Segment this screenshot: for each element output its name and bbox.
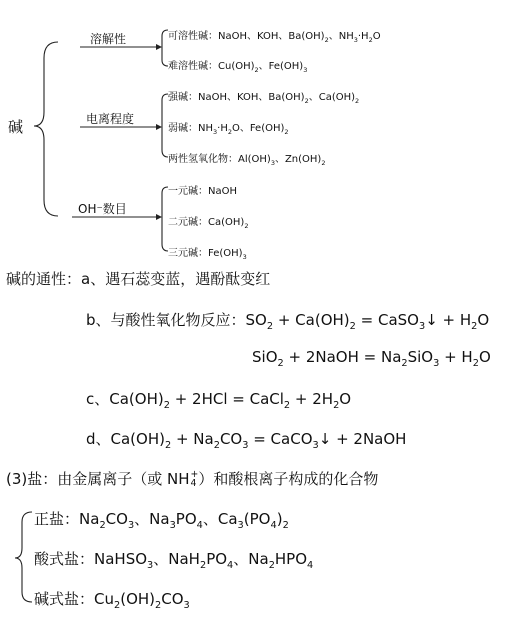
formula-subscript: 2 <box>368 36 373 44</box>
formula-text: O <box>478 348 491 366</box>
formula-subscript: 2 <box>283 400 291 411</box>
formula-text: ↓ + 2NaOH <box>318 430 407 448</box>
formula-text: NaHSO <box>94 550 148 568</box>
properties-title: 碱的通性： <box>6 270 82 288</box>
item-dibasic <box>168 213 248 230</box>
item-insoluble-base <box>168 57 307 74</box>
formula-text: = CaSO <box>355 311 419 329</box>
item-head: 强碱： <box>168 92 198 103</box>
formula-subscript: 2 <box>355 97 360 105</box>
formula-text: NaOH、KOH、Ba(OH) <box>218 31 325 42</box>
formula-text: 、Ca(OH) <box>308 92 356 103</box>
formula-subscript: 2 <box>199 560 207 571</box>
formula-text: + Na <box>171 430 214 448</box>
formula-subscript: 3 <box>303 66 308 74</box>
formula-text: NaOH、KOH、Ba(OH) <box>198 92 305 103</box>
formula-subscript: 2 <box>213 440 220 451</box>
formula-text: CO <box>105 510 128 528</box>
formula-text: HPO <box>274 550 308 568</box>
formula-text: 、Zn(OH) <box>274 154 322 165</box>
branch-label-ionization: 电离程度 <box>86 112 135 126</box>
equation-b1 <box>245 311 490 332</box>
formula-text: + 2H <box>290 390 334 408</box>
formula-subscript: 3 <box>418 321 426 332</box>
formula-text: Ca(OH) <box>208 217 245 228</box>
formula-text: CO <box>161 590 184 608</box>
formula-text: + H <box>439 348 473 366</box>
formula-text: O <box>339 390 352 408</box>
formula-subscript: 4 <box>196 520 203 531</box>
formula-text: 、Na <box>233 550 269 568</box>
salt-normal <box>34 508 289 531</box>
formula-subscript: 2 <box>114 600 121 611</box>
formula-subscript: 2 <box>254 66 259 74</box>
formula-subscript: 2 <box>471 321 478 332</box>
branch-label-oh-count: OH⁻数目 <box>78 202 127 216</box>
formula-text: 、NaH <box>153 550 200 568</box>
formula-subscript: 2 <box>155 600 162 611</box>
formula-text: PO <box>175 510 197 528</box>
formula-subscript: 2 <box>282 520 289 531</box>
property-b-prefix: b、与酸性氧化物反应： <box>86 311 246 329</box>
salt-definition: (3)盐：由金属离子（或 NH+ 4 ）和酸根离子构成的化合物 <box>6 469 379 489</box>
item-monobasic <box>168 182 237 197</box>
item-soluble-base <box>168 27 381 44</box>
formula-text: NH <box>198 123 213 134</box>
formula-subscript: 2 <box>349 321 356 332</box>
salt-acidic <box>34 548 313 571</box>
formula-text: c、Ca(OH) <box>86 390 164 408</box>
diagram-root: 碱 <box>8 118 24 136</box>
properties-line-a <box>6 268 270 289</box>
formula-text: 、Fe(OH) <box>258 61 304 72</box>
formula-text: Al(OH) <box>238 154 271 165</box>
formula-text: NaOH <box>208 186 237 197</box>
formula-text: ·H <box>357 31 369 42</box>
ammonium-charge: + 4 <box>190 469 199 489</box>
formula-subscript: 2 <box>284 128 289 136</box>
formula-text: = CaCO <box>248 430 313 448</box>
formula-subscript: 2 <box>304 97 309 105</box>
formula-text: + Ca(OH) <box>273 311 350 329</box>
item-strong-base <box>168 88 359 105</box>
formula-subscript: 2 <box>266 321 274 332</box>
formula-text: + 2HCl = CaCl <box>169 390 284 408</box>
item-head: 可溶性碱： <box>168 31 218 42</box>
formula-text: 、Ca <box>202 510 238 528</box>
formula-subscript: 3 <box>127 520 135 531</box>
equation-d <box>86 428 406 451</box>
formula-subscript: 2 <box>472 358 479 369</box>
formula-subscript: 2 <box>324 36 329 44</box>
formula-subscript: 3 <box>242 440 249 451</box>
item-head: 难溶性碱： <box>168 61 218 72</box>
formula-subscript: 4 <box>307 560 314 571</box>
formula-subscript: 3 <box>312 440 319 451</box>
item-head: 三元碱： <box>168 248 208 259</box>
formula-subscript: 3 <box>270 159 275 167</box>
item-head: 正盐： <box>34 510 80 528</box>
item-head: 两性氢氧化物： <box>168 154 238 165</box>
formula-subscript: 2 <box>99 520 106 531</box>
formula-subscript: 3 <box>353 36 358 44</box>
formula-text: Cu(OH) <box>218 61 255 72</box>
formula-subscript: 3 <box>169 520 176 531</box>
item-head: 酸式盐： <box>34 550 95 568</box>
formula-text: 、NH <box>328 31 354 42</box>
formula-text: (PO <box>243 510 271 528</box>
formula-subscript: 2 <box>227 128 232 136</box>
formula-subscript: 2 <box>163 400 170 411</box>
formula-subscript: 3 <box>433 358 440 369</box>
item-head: 碱式盐： <box>34 590 95 608</box>
formula-subscript: 3 <box>237 520 244 531</box>
formula-subscript: 2 <box>164 440 172 451</box>
formula-subscript: 2 <box>268 560 275 571</box>
formula-subscript: 3 <box>242 253 247 261</box>
formula-text: Fe(OH) <box>208 248 243 259</box>
formula-text: O、Fe(OH) <box>231 123 285 134</box>
formula-text: Na <box>79 510 100 528</box>
item-head: 一元碱： <box>168 186 208 197</box>
property-a: a、遇石蕊变蓝，遇酚酞变红 <box>81 270 271 288</box>
formula-text: Cu <box>94 590 114 608</box>
properties-line-b <box>86 309 489 332</box>
formula-text: ↓ + H <box>425 311 472 329</box>
formula-subscript: 2 <box>277 358 284 369</box>
equation-b2 <box>252 348 491 369</box>
formula-text: d、Ca(OH) <box>86 430 165 448</box>
item-tribasic <box>168 244 247 261</box>
formula-subscript: 2 <box>244 222 249 230</box>
formula-text: O <box>477 311 490 329</box>
formula-text: ) <box>276 510 283 528</box>
formula-subscript: 4 <box>227 560 234 571</box>
formula-subscript: 3 <box>147 560 154 571</box>
formula-text: SiO <box>407 348 434 366</box>
item-head: 二元碱： <box>168 217 208 228</box>
formula-text: ·H <box>217 123 228 134</box>
formula-text: + 2NaOH = Na <box>283 348 402 366</box>
formula-subscript: 2 <box>321 159 326 167</box>
item-head: 弱碱： <box>168 123 198 134</box>
formula-text: (OH) <box>120 590 156 608</box>
formula-subscript: 4 <box>270 520 277 531</box>
formula-subscript: 3 <box>183 600 190 611</box>
formula-text: PO <box>206 550 228 568</box>
item-weak-base <box>168 119 289 136</box>
formula-text: 、Na <box>134 510 170 528</box>
formula-text: SiO <box>252 348 278 366</box>
item-amphoteric-hydroxide <box>168 150 325 167</box>
equation-c <box>86 388 351 411</box>
formula-text: O <box>372 31 381 42</box>
formula-subscript: 2 <box>401 358 408 369</box>
root-brace <box>34 42 58 216</box>
formula-subscript: 3 <box>213 128 218 136</box>
formula-subscript: 2 <box>333 400 340 411</box>
formula-text: CO <box>219 430 243 448</box>
formula-text: SO <box>245 311 267 329</box>
branch-label-solubility: 溶解性 <box>90 32 127 46</box>
salt-basic <box>34 588 190 611</box>
